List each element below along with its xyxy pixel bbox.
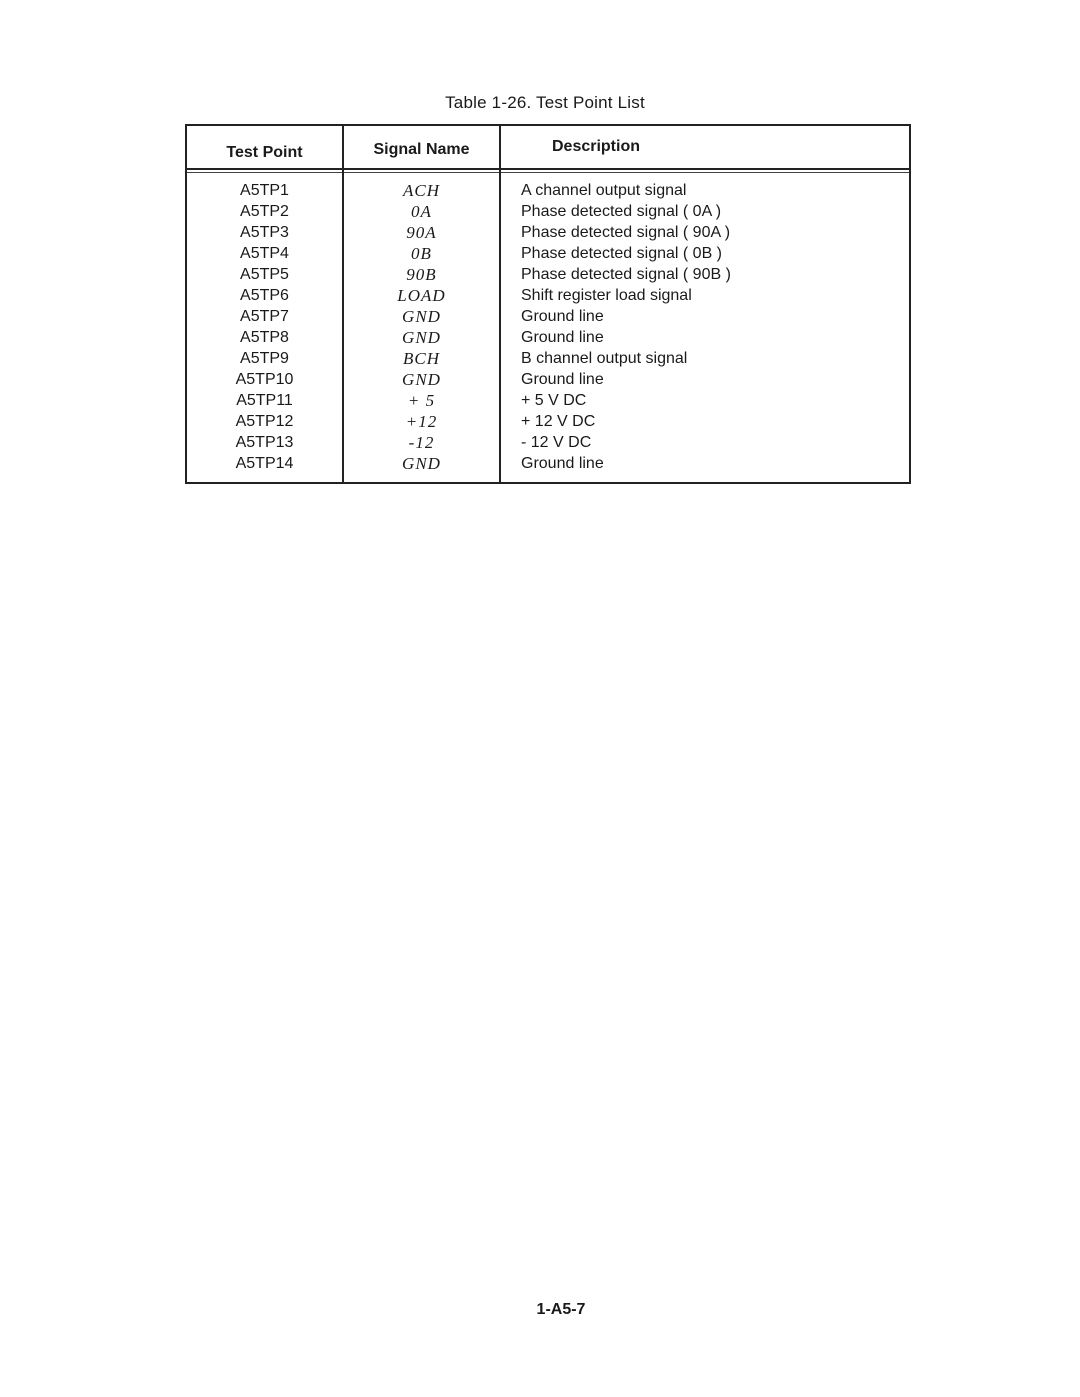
- signal-name-cell: ACH: [403, 181, 440, 200]
- test-point-column: [187, 180, 342, 474]
- signal-name-cell: -12: [408, 433, 435, 452]
- test-point-cell: A5TP7: [240, 308, 289, 325]
- test-point-cell: A5TP1: [240, 182, 289, 199]
- test-point-cell: A5TP4: [240, 245, 289, 262]
- test-point-cell: A5TP8: [240, 329, 289, 346]
- description-cell: Phase detected signal ( 90A ): [521, 224, 731, 241]
- signal-name-cell: BCH: [403, 349, 440, 368]
- signal-name-column: [344, 180, 499, 474]
- signal-name-cell: GND: [402, 370, 441, 389]
- signal-name-cell: GND: [402, 307, 441, 326]
- signal-name-cell: 0B: [411, 244, 432, 263]
- test-point-table: [185, 124, 911, 484]
- table-caption: Table 1-26. Test Point List: [445, 93, 645, 112]
- signal-name-cell: 90B: [406, 265, 437, 284]
- header-divider: [187, 168, 909, 170]
- description-cell: + 12 V DC: [521, 413, 596, 430]
- signal-name-cell: LOAD: [397, 286, 446, 305]
- signal-name-cell: GND: [402, 328, 441, 347]
- header-description: Description: [551, 138, 640, 155]
- description-cell: Ground line: [521, 329, 604, 346]
- test-point-cell: A5TP3: [240, 224, 289, 241]
- test-point-cell: A5TP11: [236, 392, 293, 409]
- signal-name-cell: + 5: [407, 391, 436, 410]
- description-cell: A channel output signal: [521, 182, 687, 199]
- test-point-cell: A5TP2: [240, 203, 289, 220]
- test-point-cell: A5TP6: [240, 287, 289, 304]
- test-point-cell: A5TP9: [240, 350, 289, 367]
- description-cell: Phase detected signal ( 90B ): [521, 266, 731, 283]
- header-signal-name: Signal Name: [373, 141, 470, 158]
- description-cell: Ground line: [521, 308, 604, 325]
- page-number: 1-A5-7: [536, 1301, 586, 1318]
- description-cell: Shift register load signal: [521, 287, 692, 304]
- test-point-cell: A5TP10: [235, 371, 294, 388]
- test-point-cell: A5TP13: [235, 434, 294, 451]
- description-cell: + 5 V DC: [521, 392, 587, 409]
- description-cell: Ground line: [521, 371, 604, 388]
- header-divider-secondary: [187, 172, 909, 173]
- description-cell: B channel output signal: [521, 350, 688, 367]
- test-point-cell: A5TP14: [235, 455, 294, 472]
- signal-name-cell: +12: [405, 412, 438, 431]
- description-cell: Phase detected signal ( 0B ): [521, 245, 723, 262]
- signal-name-cell: 90A: [406, 223, 437, 242]
- signal-name-cell: 0A: [411, 202, 432, 221]
- signal-name-cell: GND: [402, 454, 441, 473]
- column-divider-2: [499, 126, 501, 482]
- description-cell: - 12 V DC: [521, 434, 592, 451]
- test-point-cell: A5TP12: [235, 413, 294, 430]
- description-column: [521, 180, 901, 474]
- test-point-cell: A5TP5: [240, 266, 289, 283]
- header-test-point: Test Point: [226, 144, 303, 161]
- description-cell: Phase detected signal ( 0A ): [521, 203, 722, 220]
- description-cell: Ground line: [521, 455, 604, 472]
